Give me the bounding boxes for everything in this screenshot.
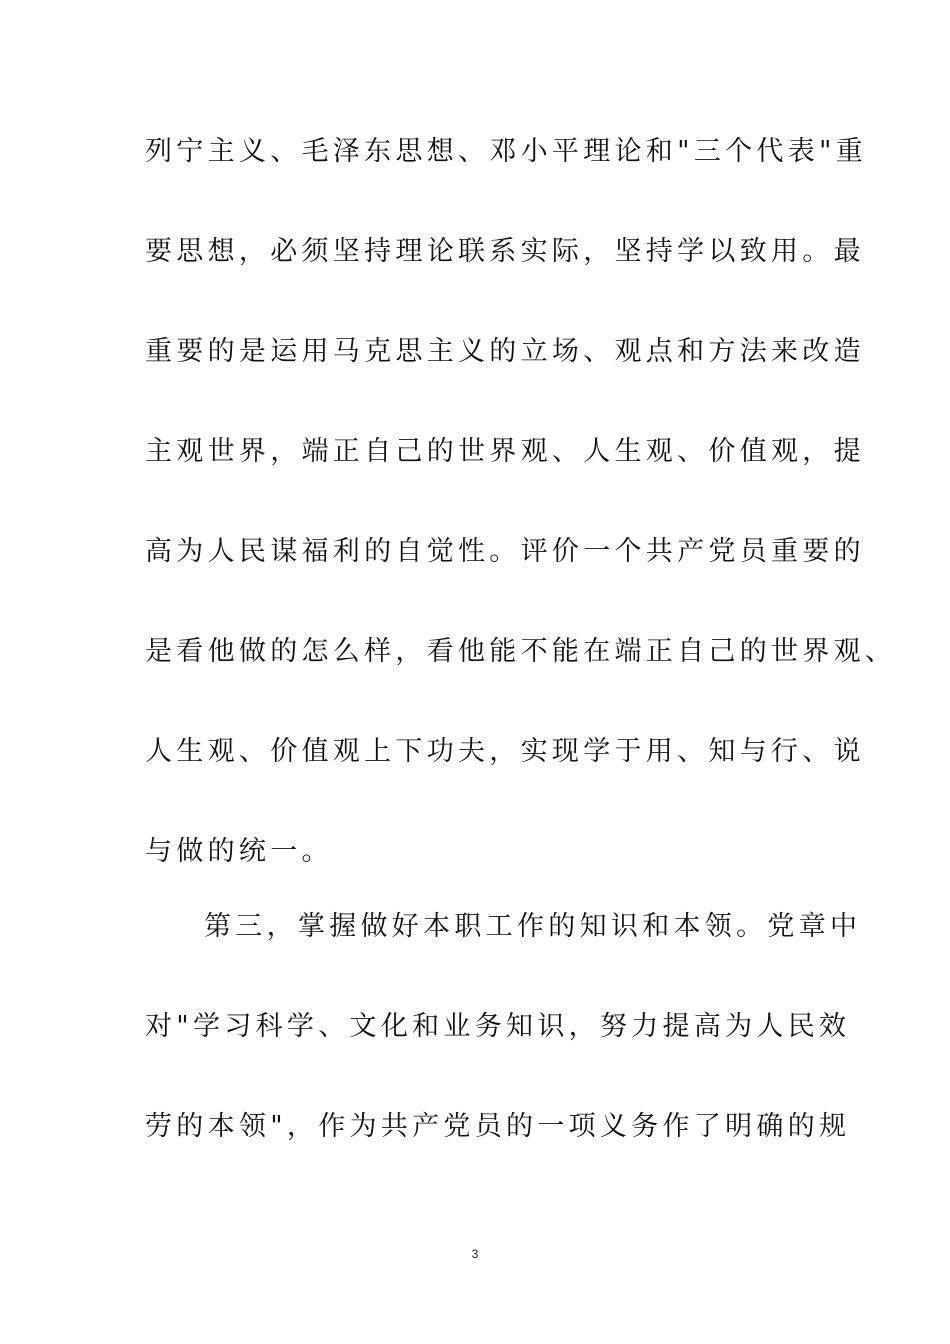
text-line-10: 对"学习科学、文化和业务知识，努力提高为人民效 bbox=[145, 1011, 851, 1042]
text-line-4: 主观世界，端正自己的世界观、人生观、价值观，提 bbox=[145, 436, 865, 467]
text-line-5: 高为人民谋福利的自觉性。评价一个共产党员重要的 bbox=[145, 536, 865, 567]
text-line-7: 人生观、价值观上下功夫，实现学于用、知与行、说 bbox=[145, 736, 865, 767]
text-line-2: 要思想，必须坚持理论联系实际，坚持学以致用。最 bbox=[145, 236, 865, 267]
text-line-9-paragraph-start: 第三，掌握做好本职工作的知识和本领。党章中 bbox=[204, 911, 862, 942]
text-line-3: 重要的是运用马克思主义的立场、观点和方法来改造 bbox=[145, 336, 865, 367]
text-line-11: 劳的本领"，作为共产党员的一项义务作了明确的规 bbox=[145, 1111, 851, 1142]
text-line-8: 与做的统一。 bbox=[145, 836, 333, 867]
text-line-6: 是看他做的怎么样，看他能不能在端正自己的世界观、 bbox=[145, 636, 897, 667]
text-line-1: 列宁主义、毛泽东思想、邓小平理论和"三个代表"重 bbox=[145, 136, 868, 167]
page-number: 3 bbox=[471, 1247, 479, 1261]
